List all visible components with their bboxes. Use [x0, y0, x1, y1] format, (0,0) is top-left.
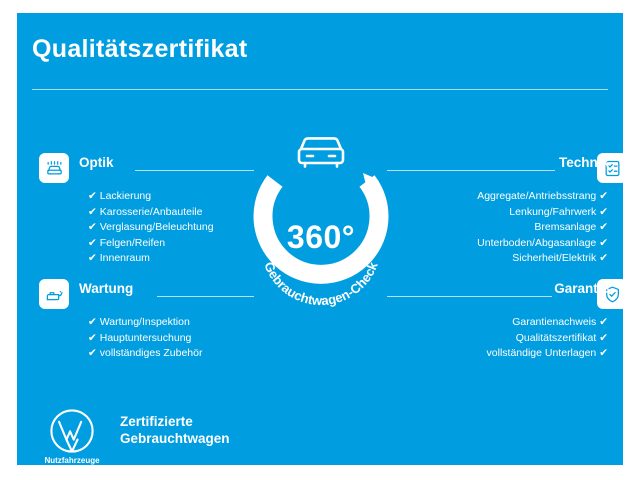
check-icon: ✔	[599, 252, 608, 264]
list-item-label: Hauptuntersuchung	[99, 331, 192, 344]
section-technik-divider	[387, 170, 555, 171]
list-item-label: Aggregate/Antriebsstrang	[477, 190, 597, 202]
vw-logo-subtitle: Nutzfahrzeuge	[44, 456, 100, 465]
footer-line-1: Zertifizierte	[120, 414, 193, 429]
section-wartung-header	[79, 281, 254, 303]
list-item	[387, 205, 608, 221]
section-optik-header	[79, 155, 254, 177]
check-icon: ✔	[599, 236, 608, 249]
section-wartung-list	[88, 315, 254, 362]
list-item	[387, 189, 608, 205]
list-item-label: Sicherheit/Elektrik	[512, 252, 597, 264]
list-item	[387, 236, 608, 252]
certificate-panel	[17, 13, 623, 465]
section-optik-divider	[135, 170, 254, 171]
list-item	[88, 331, 254, 347]
list-item	[88, 315, 254, 331]
section-wartung-title: Wartung	[79, 281, 134, 296]
check-icon: ✔	[599, 347, 608, 359]
list-item	[88, 205, 254, 221]
page-title: Qualitätszertifikat	[32, 35, 248, 63]
list-item	[387, 220, 608, 236]
list-item-label: Garantienachweis	[512, 316, 597, 328]
check-icon: ✔	[88, 205, 97, 218]
section-garantie-header	[387, 281, 609, 303]
list-item	[88, 220, 254, 236]
list-item-label: Felgen/Reifen	[99, 236, 166, 249]
list-item-label: Unterboden/Abgasanlage	[477, 236, 597, 249]
check-icon: ✔	[88, 236, 97, 249]
list-item-label: Innenraum	[99, 252, 150, 264]
check-icon: ✔	[599, 331, 608, 344]
list-item-label: Lenkung/Fahrwerk	[509, 205, 597, 218]
oil-can-icon	[39, 279, 69, 309]
check-360-value: 360°	[286, 219, 356, 255]
list-item	[88, 189, 254, 205]
list-item	[88, 236, 254, 252]
list-item	[387, 346, 608, 362]
check-icon: ✔	[599, 205, 608, 218]
section-garantie-divider	[387, 296, 552, 297]
section-wartung-divider	[157, 296, 254, 297]
vw-logo	[49, 408, 95, 454]
check-icon: ✔	[599, 190, 608, 202]
list-item-label: Verglasung/Beleuchtung	[99, 221, 214, 233]
list-item-label: Bremsanlage	[534, 221, 597, 233]
section-technik-list	[387, 189, 608, 267]
footer-text	[120, 413, 230, 447]
section-technik	[387, 155, 609, 267]
check-icon: ✔	[88, 252, 97, 264]
list-item-label: Karosserie/Anbauteile	[99, 205, 203, 218]
list-item	[387, 331, 608, 347]
section-garantie	[387, 281, 609, 362]
list-item-label: vollständiges Zubehör	[99, 347, 203, 359]
check-icon: ✔	[599, 316, 608, 328]
list-item-label: Wartung/Inspektion	[99, 316, 190, 328]
check-icon: ✔	[88, 221, 97, 233]
check-icon: ✔	[88, 316, 97, 328]
check-icon: ✔	[599, 221, 608, 233]
section-technik-header	[387, 155, 609, 177]
check-360-graphic	[245, 123, 397, 313]
footer-line-2: Gebrauchtwagen	[120, 431, 230, 446]
check-icon: ✔	[88, 347, 97, 359]
section-wartung	[79, 281, 254, 362]
list-item-label: vollständige Unterlagen	[486, 347, 597, 359]
check-icon: ✔	[88, 190, 97, 202]
section-garantie-list	[387, 315, 608, 362]
section-optik-title: Optik	[79, 155, 114, 170]
list-item	[387, 251, 608, 267]
list-item-label: Qualitätszertifikat	[515, 331, 597, 344]
section-garantie-title: Garantie	[554, 281, 609, 296]
section-technik-title: Technik	[558, 155, 609, 170]
list-item	[387, 315, 608, 331]
arc-text: Gebrauchtwagen-Check	[261, 259, 381, 309]
car-wash-icon	[39, 153, 69, 183]
check-icon: ✔	[88, 331, 97, 344]
list-item	[88, 251, 254, 267]
section-optik	[79, 155, 254, 267]
title-divider	[32, 89, 608, 90]
section-optik-list	[88, 189, 254, 267]
list-item-label: Lackierung	[99, 190, 152, 202]
car-front-icon	[291, 129, 351, 173]
list-item	[88, 346, 254, 362]
